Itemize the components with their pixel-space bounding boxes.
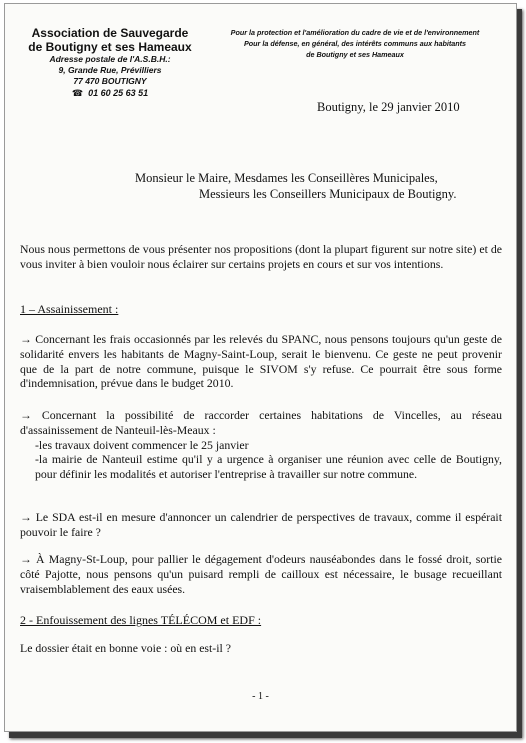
telephone-icon: ☎ [71, 88, 84, 98]
section2-paragraph1 [20, 641, 502, 656]
spanc-text: → Concernant les frais occasionnés par les relevés du SPANC, nous pensons toujours qu'un geste de solidarité envers les habitants de Magny-Saint-Loup, serait le bienvenu. Ce geste ne peut provenir que de la part de notre commune, puisque le SIVOM s'y refuse. Ce pourrait être sous forme d'indemnisation, prévue dans le budget 2010. [20, 332, 502, 391]
vincelles-item1: -les travaux doivent commencer le 25 janvier [35, 437, 249, 452]
sda-text: → Le SDA est-il en mesure d'annoncer un calendrier de perspectives de travaux, comme il espérait pouvoir le faire ? [20, 510, 502, 539]
section1-paragraph3 [20, 510, 502, 540]
vincelles-intro: → Concernant la possibilité de raccorder certaines habitations de Vincelles, au réseau d'assainissement de Nanteuil-lès-Meaux : [20, 408, 502, 437]
magny-text: → À Magny-St-Loup, pour pallier le dégagement d'odeurs nauséabondes dans le fossé droit, sortie côté Pajotte, nous pensons qu'un puisard rempli de cailloux est nécessaire, le busage recueillant vraisemblablement des eaux usées. [20, 552, 502, 596]
section1-paragraph2 [20, 408, 502, 482]
mission-statement [210, 27, 500, 60]
section1-paragraph1 [20, 332, 502, 391]
intro-text: Nous nous permettons de vous présenter nos propositions (dont la plupart figurent sur notre site) et de vous inviter à bien vouloir nous éclairer sur certains projets en cours et sur vos intentions. [20, 242, 502, 271]
vincelles-item2: -la mairie de Nanteuil estime qu'il y a urgence à organiser une réunion avec celle de Boutigny, pour définir les modalités et autoriser l'entreprise à travailler sur notre commune. [35, 452, 502, 482]
telecom-text: Le dossier était en bonne voie : où en est-il ? [20, 641, 231, 655]
mission-line1: Pour la protection et l'amélioration du cadre de vie et de l'environnement [230, 28, 480, 37]
mission-line2: Pour la défense, en général, des intérêts communs aux habitants [243, 39, 467, 48]
mission-line3: de Boutigny et ses Hameaux [306, 50, 404, 59]
salutation-line1: Monsieur le Maire, Mesdames les Conseillères Municipales, [135, 171, 438, 185]
page-number: - 1 - [252, 691, 269, 702]
phone-number: 01 60 25 63 51 [88, 88, 149, 98]
section1-paragraph4 [20, 552, 502, 596]
org-name-line2: de Boutigny et ses Hameaux [28, 40, 192, 54]
org-name-line1: Association de Sauvegarde [31, 26, 189, 40]
phone-line [20, 87, 200, 99]
section2-title: 2 - Enfouissement des lignes TÉLÉCOM et EDF : [20, 613, 262, 627]
date-line: Boutigny, le 29 janvier 2010 [317, 100, 460, 114]
section1-title: 1 – Assainissement : [20, 302, 119, 316]
address-city: 77 470 BOUTIGNY [73, 76, 147, 86]
association-letterhead [20, 26, 200, 99]
address-street: 9, Grande Rue, Prévilliers [58, 65, 162, 75]
salutation-line2: Messieurs les Conseillers Municipaux de Boutigny. [199, 187, 457, 201]
letter-page [4, 3, 517, 732]
intro-paragraph [20, 242, 502, 272]
address-label: Adresse postale de l'A.S.B.H.: [49, 54, 171, 64]
